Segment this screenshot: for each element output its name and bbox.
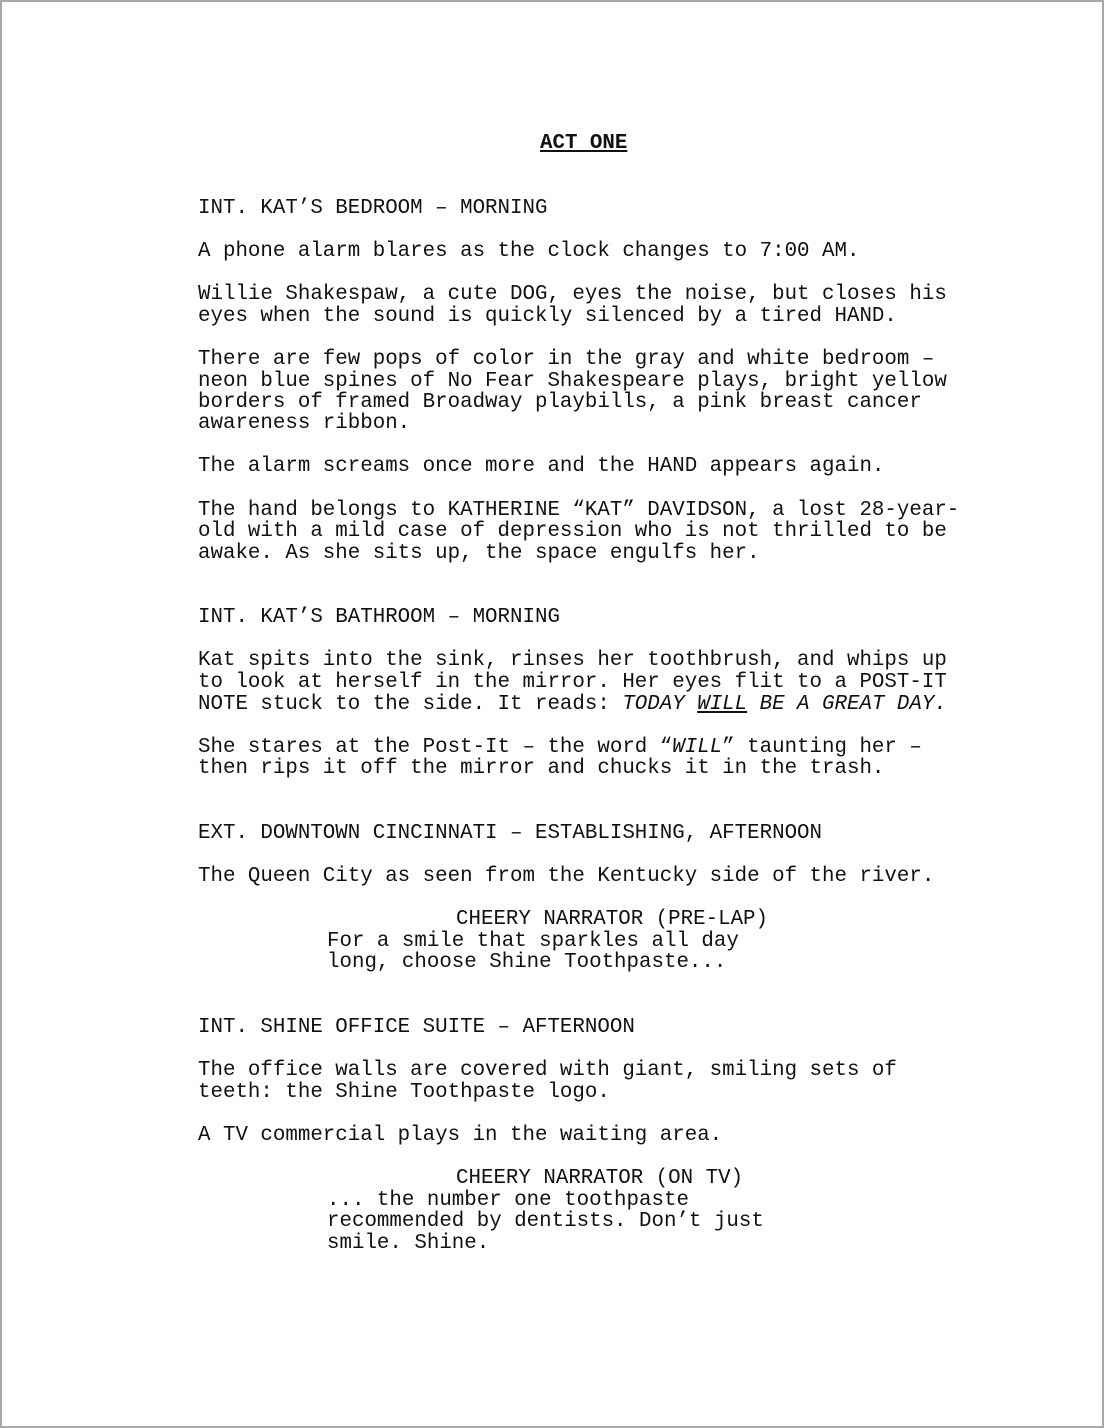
post-it-emphasis: WILL (697, 693, 748, 716)
post-it-text: TODAY (622, 693, 698, 716)
action-line: borders of framed Broadway playbills, a pink breast cancer (198, 391, 922, 414)
action-text: ” taunting her – (722, 736, 922, 759)
action-line: The hand belongs to KATHERINE “KAT” DAVIDSON, a lost 28-year- (198, 499, 960, 522)
act-title: ACT ONE (540, 132, 628, 155)
action-line (198, 737, 922, 759)
action-text: She stares at the Post-It – the word “ (198, 736, 673, 759)
scene-heading: INT. KAT’S BATHROOM – MORNING (198, 606, 560, 629)
dialogue-line: smile. Shine. (327, 1232, 490, 1255)
post-it-text: BE A GREAT DAY. (747, 693, 947, 716)
action-line: awake. As she sits up, the space engulfs her. (198, 542, 760, 565)
scene-heading: INT. SHINE OFFICE SUITE – AFTERNOON (198, 1016, 635, 1039)
dialogue-line: ... the number one toothpaste (327, 1189, 689, 1212)
character-name: CHEERY NARRATOR (PRE-LAP) (456, 908, 769, 931)
dialogue-line: recommended by dentists. Don’t just (327, 1210, 764, 1233)
action-text: NOTE stuck to the side. It reads: (198, 693, 623, 716)
action-line: old with a mild case of depression who is not thrilled to be (198, 520, 947, 543)
action-line: A phone alarm blares as the clock changes to 7:00 AM. (198, 240, 860, 263)
scene-heading: INT. KAT’S BEDROOM – MORNING (198, 197, 548, 220)
action-line: Willie Shakespaw, a cute DOG, eyes the noise, but closes his (198, 283, 947, 306)
dialogue-line: long, choose Shine Toothpaste... (327, 951, 727, 974)
action-line: There are few pops of color in the gray and white bedroom – (198, 348, 935, 371)
quoted-word: WILL (672, 736, 723, 759)
action-line: then rips it off the mirror and chucks it in the trash. (198, 757, 885, 780)
dialogue-line: For a smile that sparkles all day (327, 930, 739, 953)
action-line: A TV commercial plays in the waiting area. (198, 1124, 723, 1147)
action-line-post-it (198, 694, 947, 716)
action-line: awareness ribbon. (198, 412, 411, 435)
action-line: The office walls are covered with giant, smiling sets of (198, 1059, 897, 1082)
scene-heading: EXT. DOWNTOWN CINCINNATI – ESTABLISHING, AFTERNOON (198, 822, 823, 845)
action-line: teeth: the Shine Toothpaste logo. (198, 1081, 610, 1104)
action-line: The alarm screams once more and the HAND appears again. (198, 455, 885, 478)
action-line: eyes when the sound is quickly silenced by a tired HAND. (198, 305, 897, 328)
character-name: CHEERY NARRATOR (ON TV) (456, 1167, 744, 1190)
action-line: The Queen City as seen from the Kentucky side of the river. (198, 865, 935, 888)
action-line: neon blue spines of No Fear Shakespeare plays, bright yellow (198, 370, 947, 393)
action-line: to look at herself in the mirror. Her eyes flit to a POST-IT (198, 671, 947, 694)
action-line: Kat spits into the sink, rinses her toothbrush, and whips up (198, 649, 947, 672)
